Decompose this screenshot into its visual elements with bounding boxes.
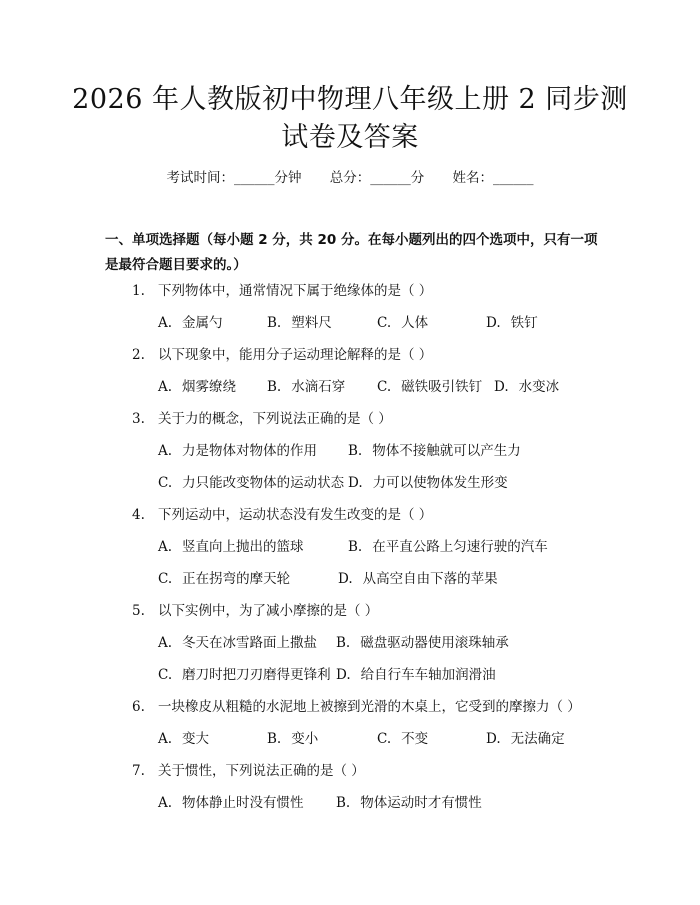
exam-time-blank: ______ [233,170,275,186]
option-b [267,378,345,396]
option-text: 磨刀时把刀刃磨得更锋利 [182,667,331,683]
question-number: 1. [132,283,145,299]
option-b [267,314,332,332]
option-b [336,794,482,812]
total-score-unit: 分 [410,170,425,186]
option-letter: C. [158,667,173,683]
option-letter: B. [336,795,351,811]
question-text: 以下实例中，为了减小摩擦的是（ ） [158,603,379,619]
option-text: 铁钉 [510,315,538,331]
option-letter: A. [158,635,173,651]
option-a [158,634,317,652]
option-d [338,570,498,588]
total-score-label: 总分： [329,170,371,186]
section-heading: 一、单项选择题（每小题 2 分，共 20 分。在每小题列出的四个选项中，只有一项是最符合题目要求的。） [105,232,598,273]
option-letter: D. [486,731,501,747]
question-text: 关于惯性，下列说法正确的是（ ） [158,763,365,779]
option-text: 从高空自由下落的苹果 [362,571,498,587]
page-title-line-2: 试卷及答案 [281,122,419,153]
option-a [158,538,304,556]
option-letter: D. [336,667,351,683]
option-text: 物体不接触就可以产生力 [372,443,521,459]
option-letter: D. [338,571,353,587]
option-letter: C. [158,475,173,491]
option-c [377,730,428,748]
option-c [158,474,344,492]
option-text: 冬天在冰雪路面上撒盐 [182,635,318,651]
exam-time-unit: 分钟 [274,170,302,186]
option-text: 给自行车车轴加润滑油 [360,667,496,683]
option-letter: C. [377,379,392,395]
option-letter: B. [267,731,282,747]
question-text: 下列运动中，运动状态没有发生改变的是（ ） [158,507,433,523]
question-number: 7. [132,763,145,779]
question-text: 下列物体中，通常情况下属于绝缘体的是（ ） [158,283,433,299]
option-b [348,442,521,460]
option-letter: D. [494,379,509,395]
option-text: 塑料尺 [291,315,332,331]
option-b [267,730,318,748]
option-letter: A. [158,731,173,747]
option-text: 水变冰 [518,379,560,395]
option-d [494,378,559,396]
option-c [377,378,482,396]
option-letter: C. [158,571,173,587]
option-letter: B. [267,315,282,331]
option-letter: B. [348,443,363,459]
total-score-blank: ______ [370,170,411,186]
option-letter: B. [336,635,351,651]
option-text: 变小 [291,731,319,747]
question-number: 4. [132,507,145,523]
option-letter: C. [377,731,392,747]
option-letter: A. [158,315,173,331]
option-c [377,314,428,332]
question-number: 5. [132,603,145,619]
question-number: 6. [132,699,145,715]
option-text: 无法确定 [510,731,565,747]
option-text: 不变 [401,731,429,747]
name-label: 姓名： [452,170,494,186]
option-a [158,442,317,460]
option-b [348,538,548,556]
option-text: 物体静止时没有惯性 [182,795,304,811]
question-number: 3. [132,411,145,427]
option-letter: A. [158,443,173,459]
question-number: 2. [132,347,145,363]
option-text: 物体运动时才有惯性 [360,795,482,811]
exam-time-label: 考试时间： [166,170,234,186]
option-letter: A. [158,539,173,555]
question-text: 关于力的概念，下列说法正确的是（ ） [158,411,392,427]
option-a [158,730,209,748]
name-field [453,169,534,187]
option-text: 力可以使物体发生形变 [372,475,508,491]
option-a [158,794,304,812]
page-title-line-1: 2026 年人教版初中物理八年级上册 2 同步测 [72,84,628,115]
option-c [158,666,331,684]
option-text: 正在拐弯的摩天轮 [182,571,291,587]
option-d [486,730,565,748]
option-a [158,378,236,396]
option-letter: A. [158,379,173,395]
option-text: 磁铁吸引铁钉 [401,379,483,395]
option-d [486,314,538,332]
option-text: 磁盘驱动器使用滚珠轴承 [360,635,509,651]
option-letter: A. [158,795,173,811]
option-text: 人体 [401,315,429,331]
option-b [336,634,509,652]
option-text: 水滴石穿 [291,379,346,395]
option-letter: D. [486,315,501,331]
question-text: 一块橡皮从粗糙的水泥地上被擦到光滑的木桌上，它受到的摩擦力（ ） [158,699,581,715]
option-letter: D. [348,475,363,491]
option-a [158,314,223,332]
option-text: 金属勺 [182,315,223,331]
option-d [348,474,508,492]
name-blank: ______ [493,170,534,186]
question-text: 以下现象中，能用分子运动理论解释的是（ ） [158,347,433,363]
exam-time-field [166,169,301,187]
option-text: 在平直公路上匀速行驶的汽车 [372,539,548,555]
exam-meta [0,169,700,187]
option-text: 变大 [182,731,210,747]
option-letter: B. [348,539,363,555]
option-letter: C. [377,315,392,331]
option-text: 竖直向上抛出的篮球 [182,539,304,555]
option-d [336,666,496,684]
option-letter: B. [267,379,282,395]
option-text: 力是物体对物体的作用 [182,443,318,459]
option-text: 烟雾缭绕 [182,379,237,395]
option-text: 力只能改变物体的运动状态 [182,475,345,491]
total-score-field [330,169,425,187]
option-c [158,570,290,588]
